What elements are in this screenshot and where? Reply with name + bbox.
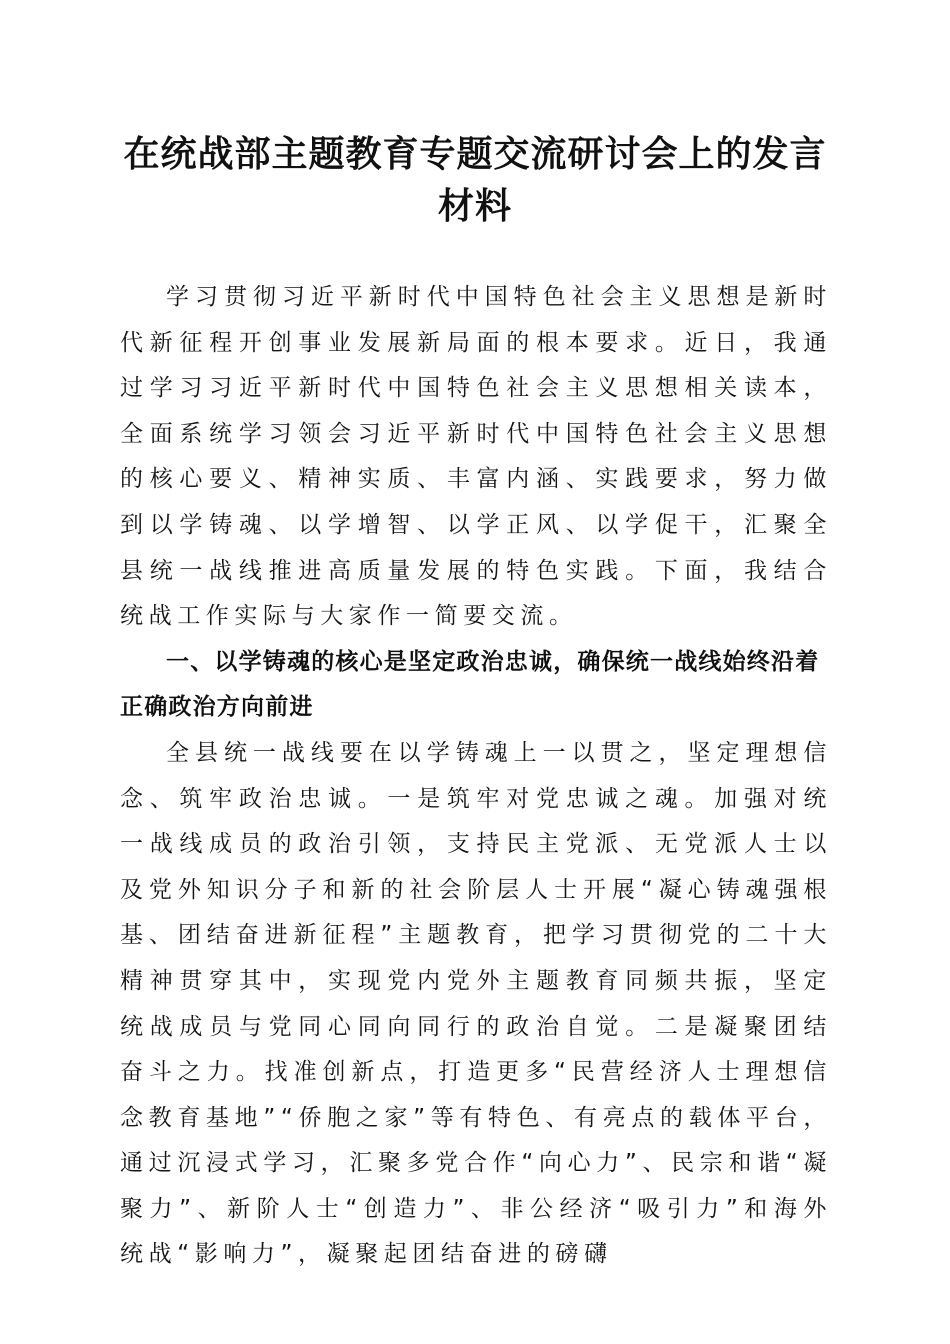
section-heading-1: 一、以学铸魂的核心是坚定政治忠诚，确保统一战线始终沿着正确政治方向前进	[120, 648, 820, 721]
document-title: 在统战部主题教育专题交流研讨会上的发言材料	[123, 133, 827, 227]
intro-paragraph: 学习贯彻习近平新时代中国特色社会主义思想是新时代新征程开创事业发展新局面的根本要求。近日，我通过学习习近平新时代中国特色社会主义思想相关读本，全面系统学习领会习近平新时代中国特色社会主义思想的核心要义、精神实质、丰富内涵、实践要求，努力做到以学铸魂、以学增智、以学正风、以学促干，汇聚全县统一战线推进高质量发展的特色实践。下面，我结合统战工作实际与大家作一简要交流。	[120, 284, 832, 630]
document-body	[120, 275, 832, 1278]
section-1-paragraph: 全县统一战线要在以学铸魂上一以贯之，坚定理想信念、筑牢政治忠诚。一是筑牢对党忠诚之魂。加强对统一战线成员的政治引领，支持民主党派、无党派人士以及党外知识分子和新的社会阶层人士开展“凝心铸魂强根基、团结奋进新征程”主题教育，把学习贯彻党的二十大精神贯穿其中，实现党内党外主题教育同频共振，坚定统战成员与党同心同向同行的政治自觉。二是凝聚团结奋斗之力。找准创新点，打造更多“民营经济人士理想信念教育基地”“侨胞之家”等有特色、有亮点的载体平台，通过沉浸式学习，汇聚多党合作“向心力”、民宗和谐“凝聚力”、新阶人士“创造力”、非公经济“吸引力”和海外统战“影响力”，凝聚起团结奋进的磅礴	[120, 739, 832, 1268]
